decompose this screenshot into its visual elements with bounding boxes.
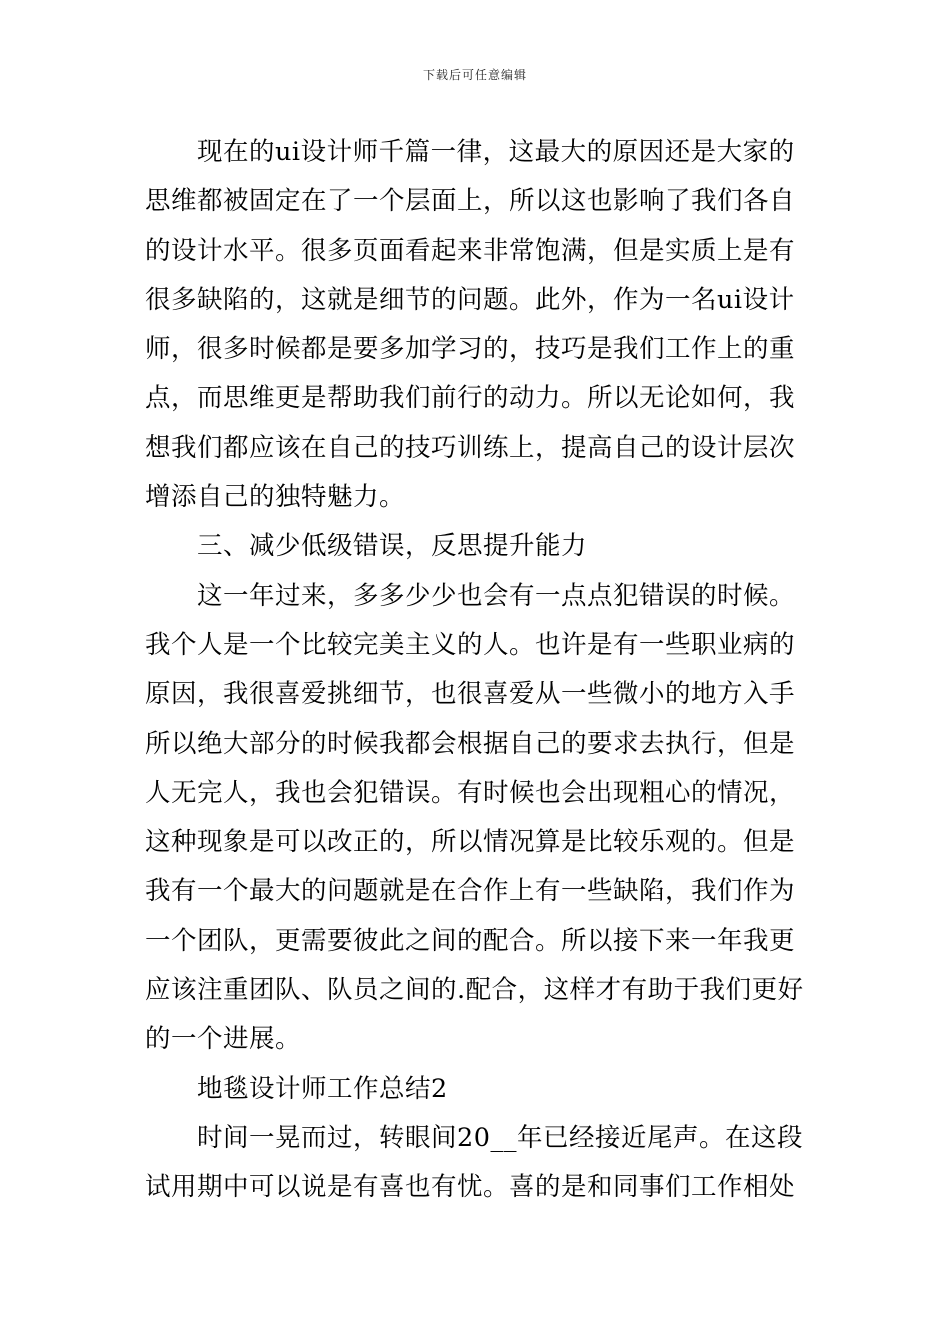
header-note: 下载后可任意编辑 [422, 68, 527, 82]
text-line: 这种现象是可以改正的，所以情况算是比较乐观的。但是 [145, 827, 796, 858]
text-line: 想我们都应该在自己的技巧训练上，提高自己的设计层次 [145, 432, 796, 463]
text-line: 所以绝大部分的时候我都会根据自己的要求去执行，但是 [145, 728, 796, 759]
text-line: 的一个进展。 [145, 1024, 302, 1055]
text-line: 试用期中可以说是有喜也有忧。喜的是和同事们工作相处 [145, 1172, 796, 1203]
text-line: 时间一晃而过，转眼间20__年已经接近尾声。在这段 [197, 1122, 803, 1153]
section-heading: 地毯设计师工作总结2 [197, 1073, 448, 1104]
text-line: 应该注重团队、队员之间的.配合，这样才有助于我们更好 [145, 975, 804, 1006]
section-heading: 三、减少低级错误，反思提升能力 [197, 531, 588, 562]
text-line: 点，而思维更是帮助我们前行的动力。所以无论如何，我 [145, 383, 796, 414]
text-line: 思维都被固定在了一个层面上，所以这也影响了我们各自 [145, 186, 796, 217]
text-line: 增添自己的独特魅力。 [145, 482, 406, 513]
text-line: 的设计水平。很多页面看起来非常饱满，但是实质上是有 [145, 235, 796, 266]
text-line: 原因，我很喜爱挑细节，也很喜爱从一些微小的地方入手 [145, 679, 796, 710]
text-line: 这一年过来，多多少少也会有一点点犯错误的时候。 [197, 580, 796, 611]
text-line: 一个团队，更需要彼此之间的配合。所以接下来一年我更 [145, 925, 796, 956]
document-body [145, 128, 810, 1213]
text-line: 人无完人，我也会犯错误。有时候也会出现粗心的情况， [145, 777, 796, 808]
text-line: 很多缺陷的，这就是细节的问题。此外，作为一名ui设计 [145, 284, 795, 315]
text-line: 师，很多时候都是要多加学习的，技巧是我们工作上的重 [145, 334, 796, 365]
text-line: 现在的ui设计师千篇一律，这最大的原因还是大家的 [197, 137, 795, 167]
text-line: 我有一个最大的问题就是在合作上有一些缺陷，我们作为 [145, 876, 796, 907]
text-line: 我个人是一个比较完美主义的人。也许是有一些职业病的 [145, 629, 796, 660]
